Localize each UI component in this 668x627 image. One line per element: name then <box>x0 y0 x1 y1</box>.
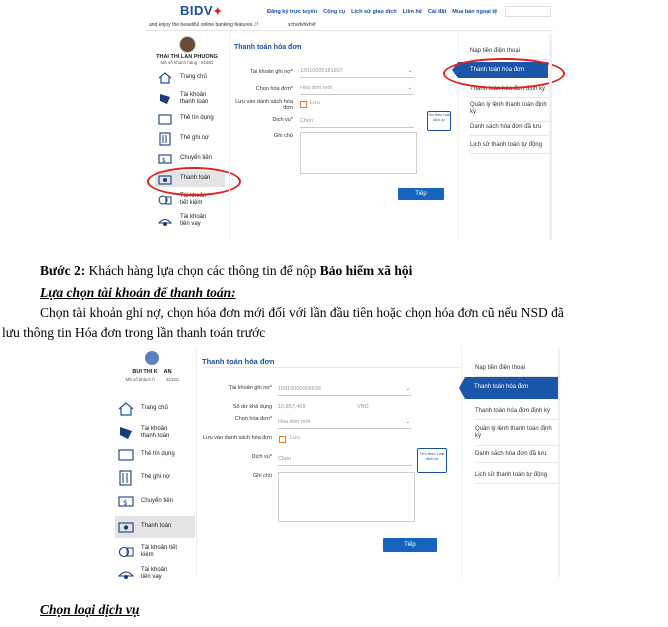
svg-text:$: $ <box>123 499 128 507</box>
sidebar-item-loan[interactable] <box>155 212 225 230</box>
screenshot-1 <box>145 0 553 240</box>
service-label: Dịch vụ* <box>272 117 293 123</box>
active-arrow-icon <box>459 377 465 399</box>
sidebar-item-credit-card[interactable] <box>115 446 195 464</box>
save-checkbox[interactable] <box>300 101 307 108</box>
sidebar-item-label: Thanh toán <box>180 175 211 181</box>
avatar <box>179 36 196 53</box>
card-icon <box>118 426 134 440</box>
balance-currency: VND <box>357 404 369 410</box>
user-name: THAI THI LAN PHUONG <box>156 54 218 60</box>
sidebar-item-debit-card[interactable] <box>115 469 195 487</box>
nav-contact[interactable]: Liên hệ <box>402 9 422 15</box>
card-icon <box>158 93 172 105</box>
bill-select[interactable]: Hóa đơn mới ⌄ <box>300 85 414 95</box>
highlight-ellipse-bill-payment <box>443 58 565 89</box>
right-menu-topup[interactable]: Nạp tiền điện thoại <box>470 44 550 60</box>
service-input[interactable]: Chọn <box>300 118 414 128</box>
sidebar-item-home[interactable] <box>155 70 225 86</box>
sidebar-item-label: Tài khoản tiền vay <box>141 567 168 580</box>
sidebar-item-payment-account[interactable] <box>115 423 195 443</box>
chevron-down-icon: ⌄ <box>405 386 410 392</box>
note-label: Ghi chú <box>274 133 293 139</box>
savings-icon <box>158 194 172 206</box>
subheading-account: Lựa chọn tài khoản để thanh toán: <box>40 285 236 300</box>
account-label: Tài khoản ghi nợ* <box>249 69 293 75</box>
service-search-button[interactable]: Tìm theo Loại dịch vụ <box>417 448 447 473</box>
next-button[interactable]: Tiếp <box>383 538 437 552</box>
sidebar-item-transfer[interactable] <box>155 151 225 167</box>
scrollbar[interactable] <box>558 347 560 577</box>
scrollbar[interactable] <box>549 34 552 240</box>
sidebar-item-label: Tài khoản tiền vay <box>180 214 207 227</box>
home-icon <box>158 72 172 84</box>
sidebar-item-label: Tài khoản tiết kiệm <box>141 545 178 558</box>
debit-card-icon <box>158 132 172 146</box>
right-menu-bill-payment[interactable]: Thanh toán hóa đơn <box>465 377 560 399</box>
right-menu-topup[interactable]: Nạp tiền điện thoại <box>475 361 558 377</box>
loan-icon <box>118 567 134 580</box>
step-heading: Bước 2: Khách hàng lựa chọn các thông tin để nộp Bảo hiểm xã hội <box>40 263 413 278</box>
nav-history[interactable]: Lịch sử giao dịch <box>351 9 397 15</box>
header-divider <box>145 30 553 31</box>
service-search-button[interactable]: Tìm theo Loại dịch vụ <box>427 111 451 131</box>
account-label: Tài khoản ghi nợ* <box>228 385 272 391</box>
folder-icon <box>118 448 134 462</box>
user-code: Mã số khách hàng : 51581 <box>160 60 214 65</box>
welcome-text: and enjoy the beautiful online banking features..!! <box>149 22 258 28</box>
right-menu-manage-recurring[interactable]: Quản lý lệnh thanh toán định kỳ <box>475 422 558 446</box>
sidebar-item-label: Thẻ tín dụng <box>141 451 175 457</box>
next-button[interactable]: Tiếp <box>398 188 444 200</box>
paragraph-line-1: Chọn tài khoản ghi nợ, chọn hóa đơn mới đối với lần đầu tiên hoặc chọn hóa đơn cũ nếu NSD đã <box>40 305 564 320</box>
debit-card-icon <box>118 470 134 486</box>
sidebar-item-label: Thẻ tín dụng <box>180 115 214 121</box>
right-menu-auto-history[interactable]: Lịch sử thanh toán tự động <box>470 138 550 154</box>
bidv-logo[interactable]: BIDV✦ <box>180 3 223 18</box>
nav-forex[interactable]: Mua bán ngoại tệ <box>452 9 498 15</box>
note-textarea[interactable] <box>278 472 415 522</box>
payment-icon <box>118 520 134 534</box>
home-icon <box>118 402 134 416</box>
transfer-icon <box>158 153 172 165</box>
savings-icon <box>118 545 134 559</box>
sidebar-item-debit-card[interactable] <box>155 131 225 147</box>
sidebar-item-savings[interactable] <box>115 542 195 562</box>
sidebar-item-label: Trang chủ <box>141 405 168 411</box>
note-label: Ghi chú <box>253 473 272 479</box>
sidebar-item-label: Thẻ ghi nợ <box>141 474 170 480</box>
sidebar-item-loan[interactable] <box>115 565 195 580</box>
avatar <box>145 351 159 365</box>
paragraph-line-2: lưu thông tin Hóa đơn trong lần thanh toán trước <box>2 325 266 340</box>
sidebar-item-label: Thẻ ghi nợ <box>180 135 209 141</box>
sidebar-item-payment-account[interactable] <box>155 90 225 108</box>
sidebar-item-label: Tài khoản thanh toán <box>180 92 209 105</box>
sidebar-item-label: Tài khoản tiết kiệm <box>180 193 207 206</box>
sidebar-item-home[interactable] <box>115 400 195 418</box>
account-select[interactable]: 12010000181927 ⌄ <box>300 68 414 78</box>
highlight-ellipse-payment <box>147 167 241 196</box>
balance-value: 10,857,469 <box>278 404 306 410</box>
right-menu-saved-bills[interactable]: Danh sách hóa đơn đã lưu <box>470 120 550 136</box>
chevron-down-icon: ⌄ <box>405 419 410 425</box>
chevron-down-icon: ⌄ <box>407 85 412 91</box>
note-textarea[interactable] <box>300 132 417 174</box>
balance-label: Số dư khả dụng <box>232 404 272 410</box>
user-name: BUI THI K AN <box>132 369 172 375</box>
logo-mark-icon: ✦ <box>213 6 223 18</box>
nav-settings[interactable]: Cài đặt <box>427 9 447 15</box>
right-menu-recurring[interactable]: Thanh toán hóa đơn định kỳ <box>475 404 558 420</box>
sidebar-item-label: Thanh toán <box>141 523 172 529</box>
sidebar-item-label: Chuyển tiền <box>141 498 174 504</box>
right-menu-saved-bills[interactable]: Danh sách hóa đơn đã lưu <box>475 447 558 463</box>
sidebar-divider <box>196 347 197 577</box>
service-input[interactable]: Chọn <box>278 456 412 466</box>
top-search[interactable] <box>505 6 551 17</box>
bottom-heading: Chọn loại dịch vụ <box>40 602 140 617</box>
service-label: Dịch vụ* <box>251 454 272 460</box>
sidebar-item-label: Chuyển tiền <box>180 155 213 161</box>
sidebar-item-payment[interactable] <box>115 516 195 538</box>
right-menu-recurring[interactable]: Thanh toán hóa đơn định kỳ <box>470 82 550 98</box>
transfer-icon <box>118 495 134 509</box>
form-title-underline <box>202 367 460 368</box>
sidebar-item-label: Trang chủ <box>180 74 207 80</box>
user-code: Mã số khách h 32322 <box>125 377 179 382</box>
sidebar-item-credit-card[interactable] <box>155 111 225 127</box>
top-nav <box>267 9 497 15</box>
right-menu-auto-history[interactable]: Lịch sử thanh toán tự động <box>475 468 558 484</box>
loan-icon <box>158 215 172 227</box>
sidebar-item-label: Tài khoản thanh toán <box>141 426 170 439</box>
nav-tools[interactable]: Cộng cụ <box>323 9 346 15</box>
sidebar-item-transfer[interactable] <box>115 493 195 511</box>
account-select[interactable]: 19910000006699 ⌄ <box>278 386 412 396</box>
save-label: Lưu vào danh sách hóa đơn <box>235 99 293 111</box>
folder-icon <box>158 113 172 125</box>
form-title: Thanh toán hóa đơn <box>234 44 302 51</box>
save-checkbox[interactable] <box>279 436 286 443</box>
save-option-label: Lưu <box>290 435 300 441</box>
bill-label: Chọn hóa đơn* <box>255 86 293 92</box>
bill-select[interactable]: Hóa đơn mới ⌄ <box>278 419 412 429</box>
right-menu-bill-payment[interactable]: Thanh toán hóa đơn <box>458 62 548 78</box>
right-menu-manage-recurring[interactable]: Quản lý lệnh thanh toán định kỳ <box>470 98 550 122</box>
save-label: Lưu vào danh sách hóa đơn <box>202 435 272 441</box>
save-option-label: Lưu <box>310 100 320 106</box>
svg-text:$: $ <box>162 157 166 164</box>
form-title: Thanh toán hóa đơn <box>202 357 275 366</box>
screenshot-2 <box>110 345 560 580</box>
nav-register[interactable]: Đăng ký trực tuyến <box>267 9 318 15</box>
chevron-down-icon: ⌄ <box>407 68 412 74</box>
user-code-partial: xchvdvhkhvf <box>288 22 316 28</box>
bill-label: Chọn hóa đơn* <box>234 416 272 422</box>
